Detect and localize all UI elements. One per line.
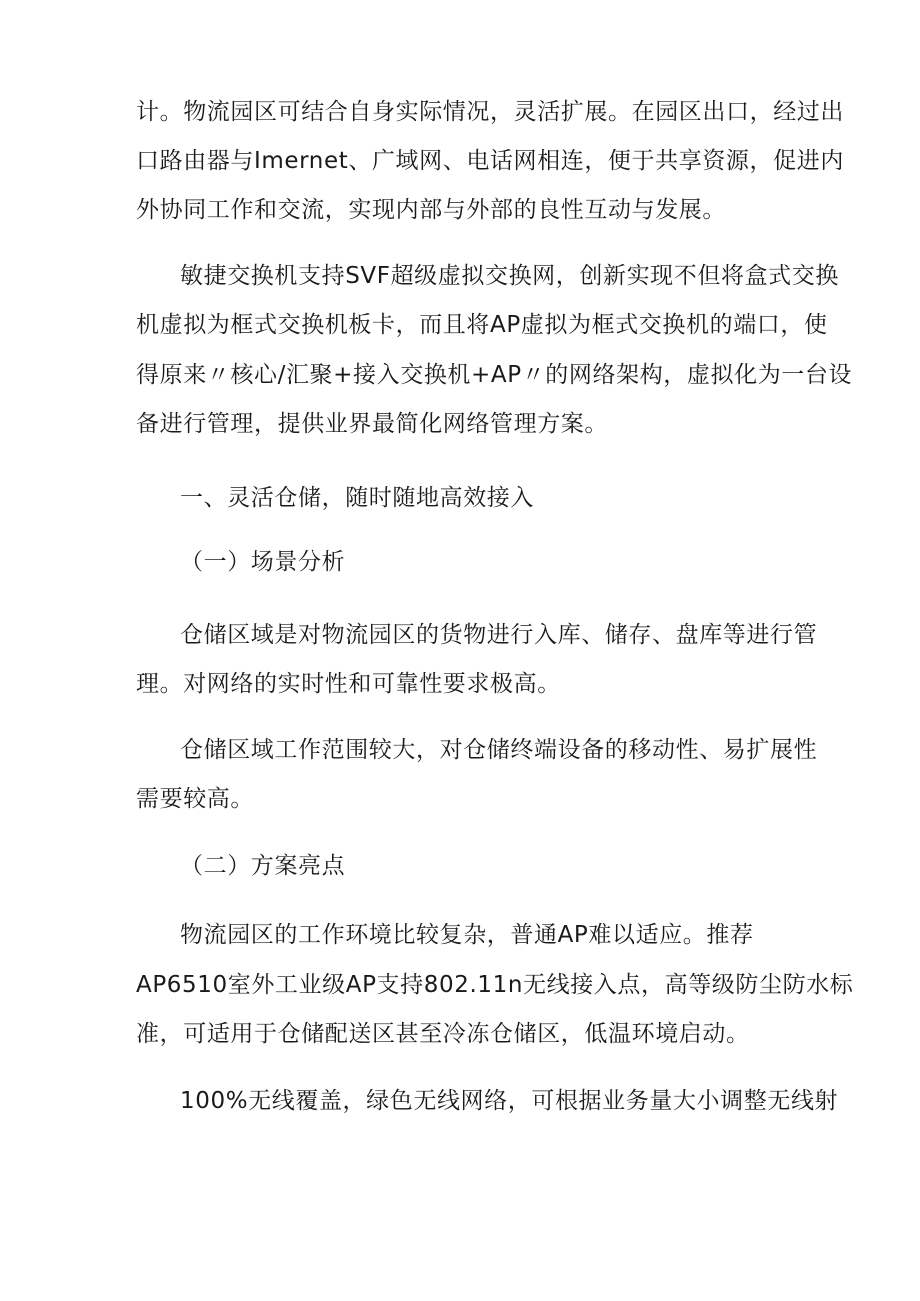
paragraph-2-line-1: 敏捷交换机支持SVF超级虚拟交换网，创新实现不但将盒式交换	[180, 263, 839, 289]
section-heading-1: 一、灵活仓储，随时随地高效接入	[180, 485, 534, 511]
paragraph-2-line-3: 得原来〃核心/汇聚+接入交换机+AP〃的网络架构，虚拟化为一台设	[136, 362, 853, 388]
paragraph-1-line-2: 口路由器与Imernet、广域网、电话网相连，便于共享资源，促进内	[136, 148, 844, 174]
paragraph-3-line-1: 仓储区域是对物流园区的货物进行入库、储存、盘库等进行管	[180, 622, 818, 648]
paragraph-2-line-4: 备进行管理，提供业界最简化网络管理方案。	[136, 411, 608, 437]
paragraph-6-line-1: 100%无线覆盖，绿色无线网络，可根据业务量大小调整无线射	[180, 1088, 839, 1114]
paragraph-5-line-1: 物流园区的工作环境比较复杂，普通AP难以适应。推荐	[180, 922, 754, 948]
paragraph-5-line-3: 准，可适用于仓储配送区甚至冷冻仓储区，低温环境启动。	[136, 1021, 750, 1047]
paragraph-2-line-2: 机虚拟为框式交换机板卡，而且将AP虚拟为框式交换机的端口，使	[136, 312, 828, 338]
subsection-heading-1: （一）场景分析	[180, 549, 346, 575]
paragraph-4-line-1: 仓储区域工作范围较大，对仓储终端设备的移动性、易扩展性	[180, 737, 818, 763]
paragraph-3-line-2: 理。对网络的实时性和可靠性要求极高。	[136, 671, 561, 697]
paragraph-5-line-2: AP6510室外工业级AP支持802.11n无线接入点，高等级防尘防水标	[136, 972, 854, 998]
paragraph-4-line-2: 需要较高。	[136, 786, 254, 812]
paragraph-1-line-3: 外协同工作和交流，实现内部与外部的良性互动与发展。	[136, 197, 726, 223]
subsection-heading-2: （二）方案亮点	[180, 853, 346, 879]
paragraph-1-line-1: 计。物流园区可结合自身实际情况，灵活扩展。在园区出口，经过出	[136, 99, 844, 125]
